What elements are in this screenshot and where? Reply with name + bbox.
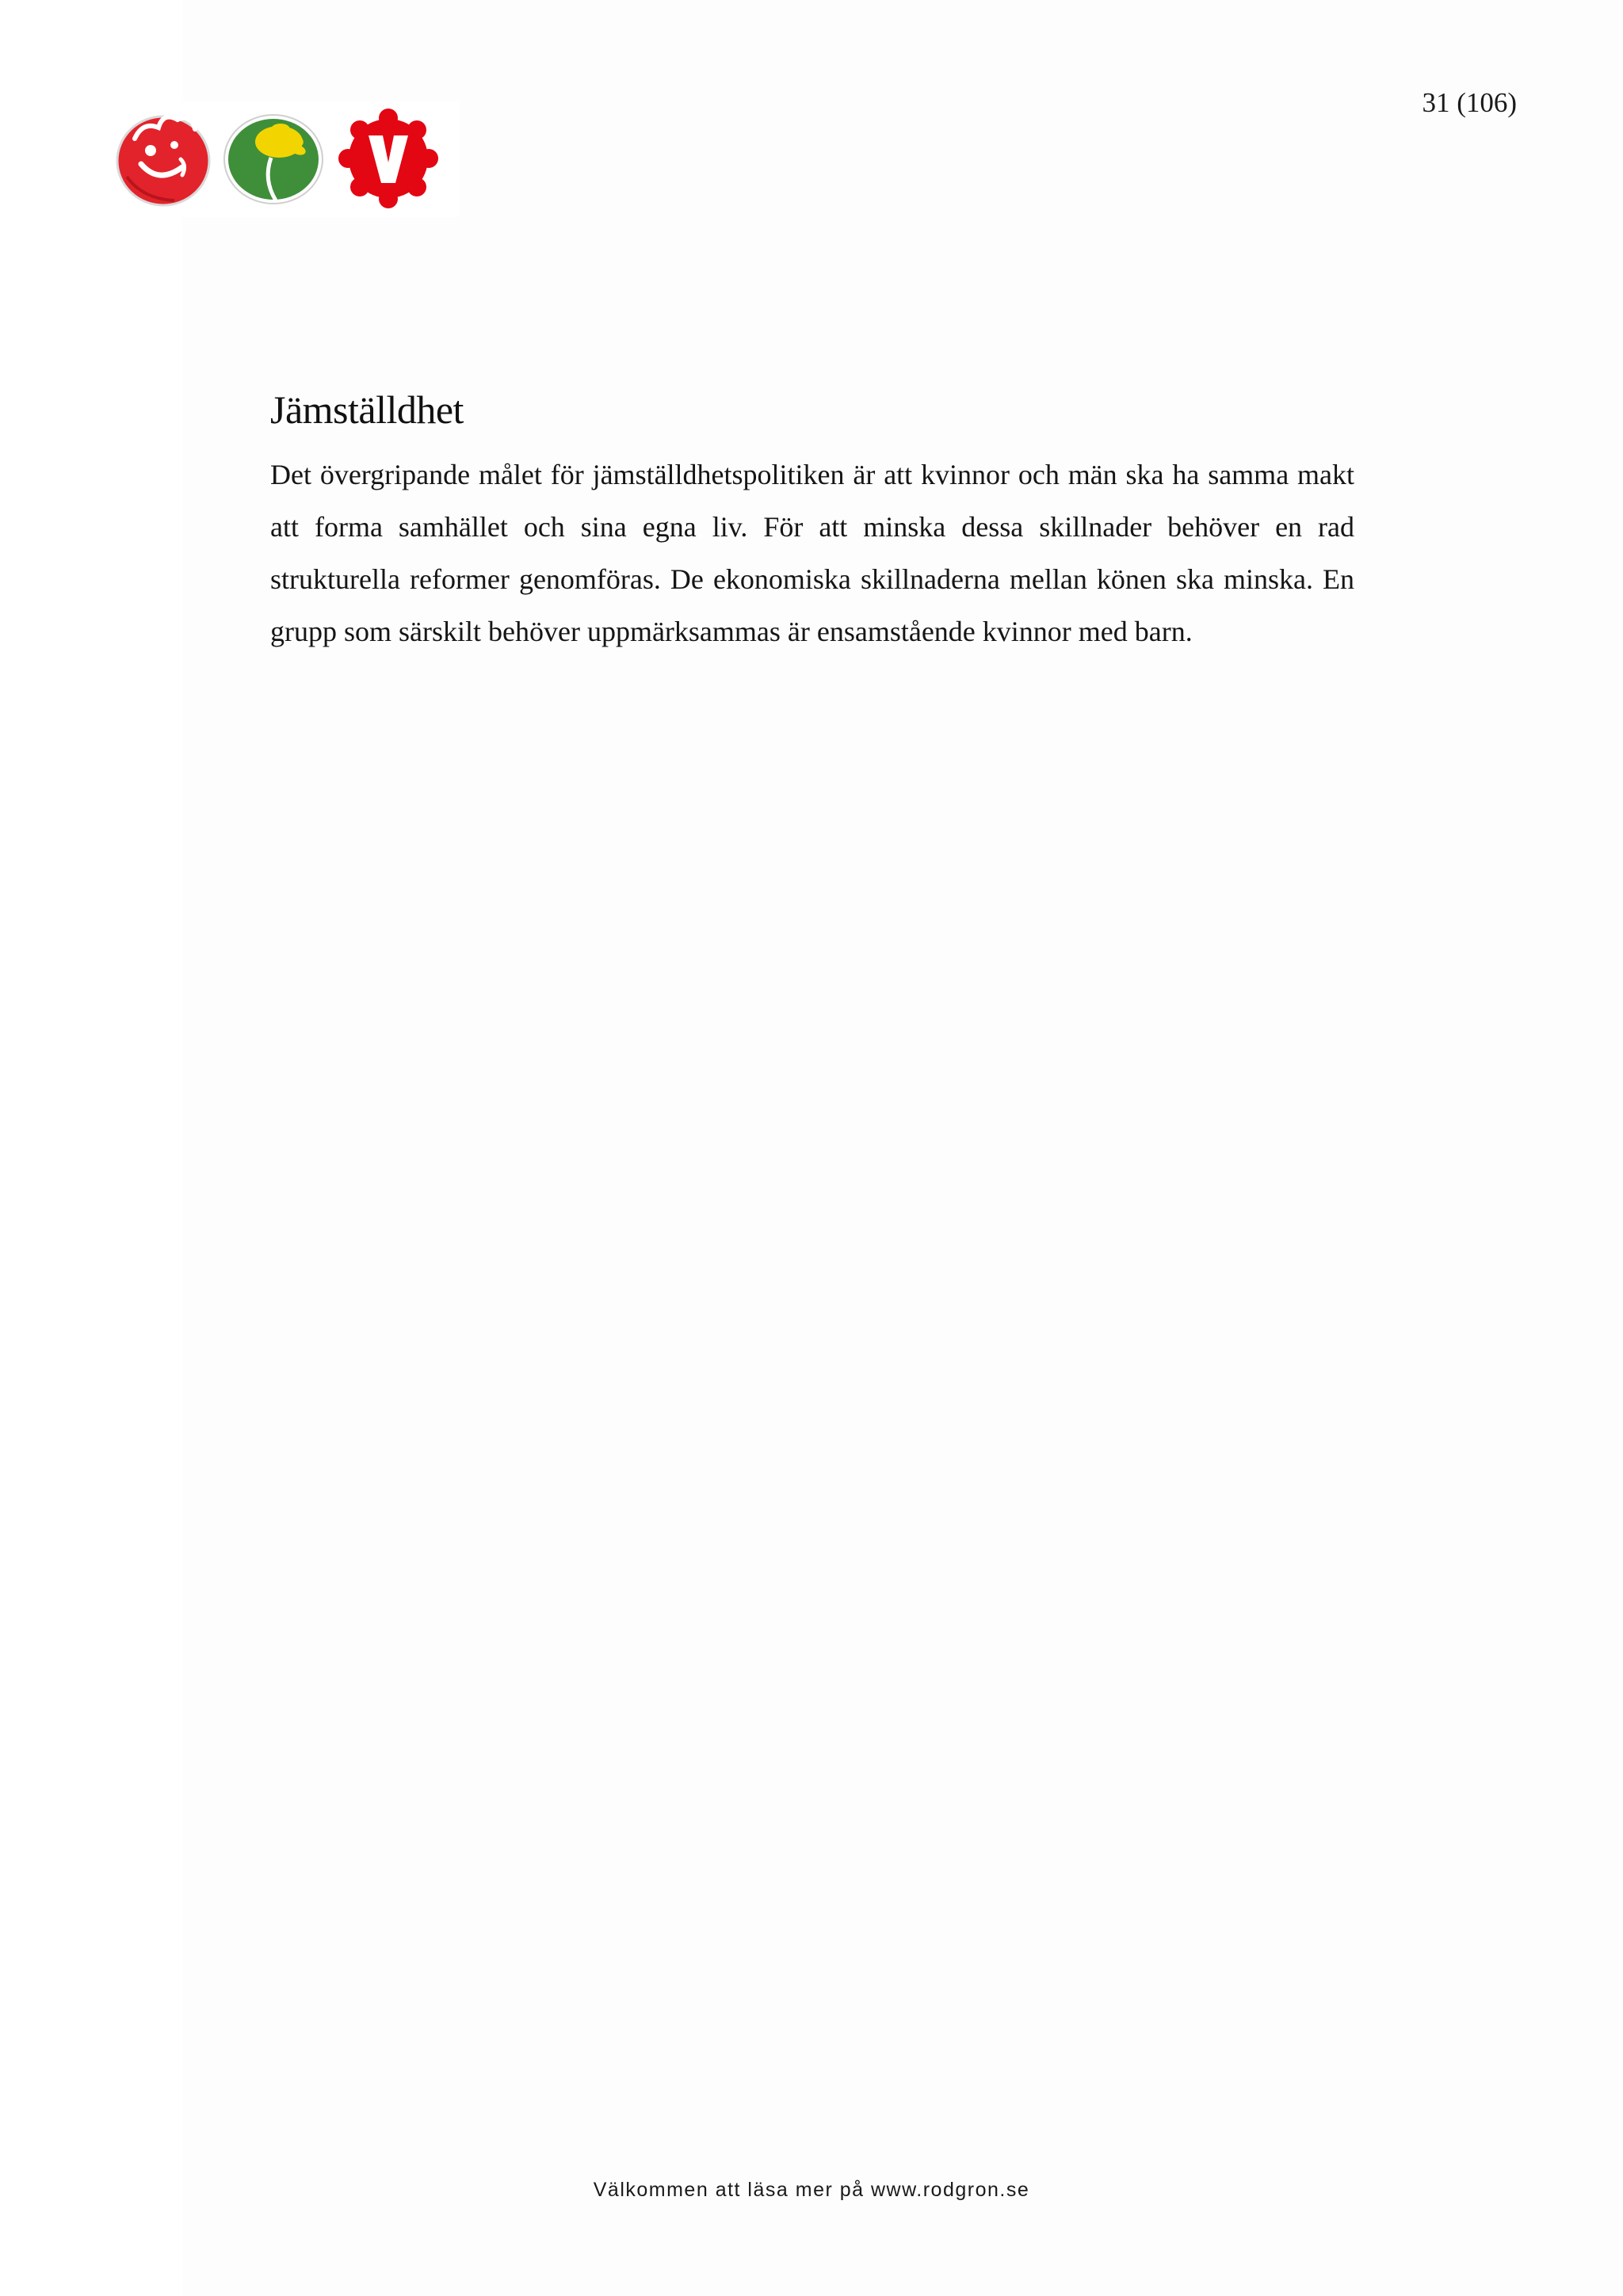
rose-logo-icon <box>111 107 214 210</box>
page-background <box>182 0 1623 2296</box>
v-carnation-logo-icon <box>337 107 440 210</box>
section-heading: Jämställdhet <box>270 387 464 432</box>
dandelion-logo-icon <box>222 107 325 210</box>
body-paragraph: Det övergripande målet för jämställdhetspolitiken är att kvinnor och män ska ha samma makt att forma samhället och sina egna liv. För att minska dessa skillnader behöver en rad strukturella reformer genomföras. De ekonomiska skillnaderna mellan könen ska minska. En grupp som särskilt behöver uppmärksammas är ensamstående kvinnor med barn. <box>270 459 1354 647</box>
page-number: 31 (106) <box>1422 87 1517 118</box>
footer-text: Välkommen att läsa mer på www.rodgron.se <box>593 2179 1030 2201</box>
